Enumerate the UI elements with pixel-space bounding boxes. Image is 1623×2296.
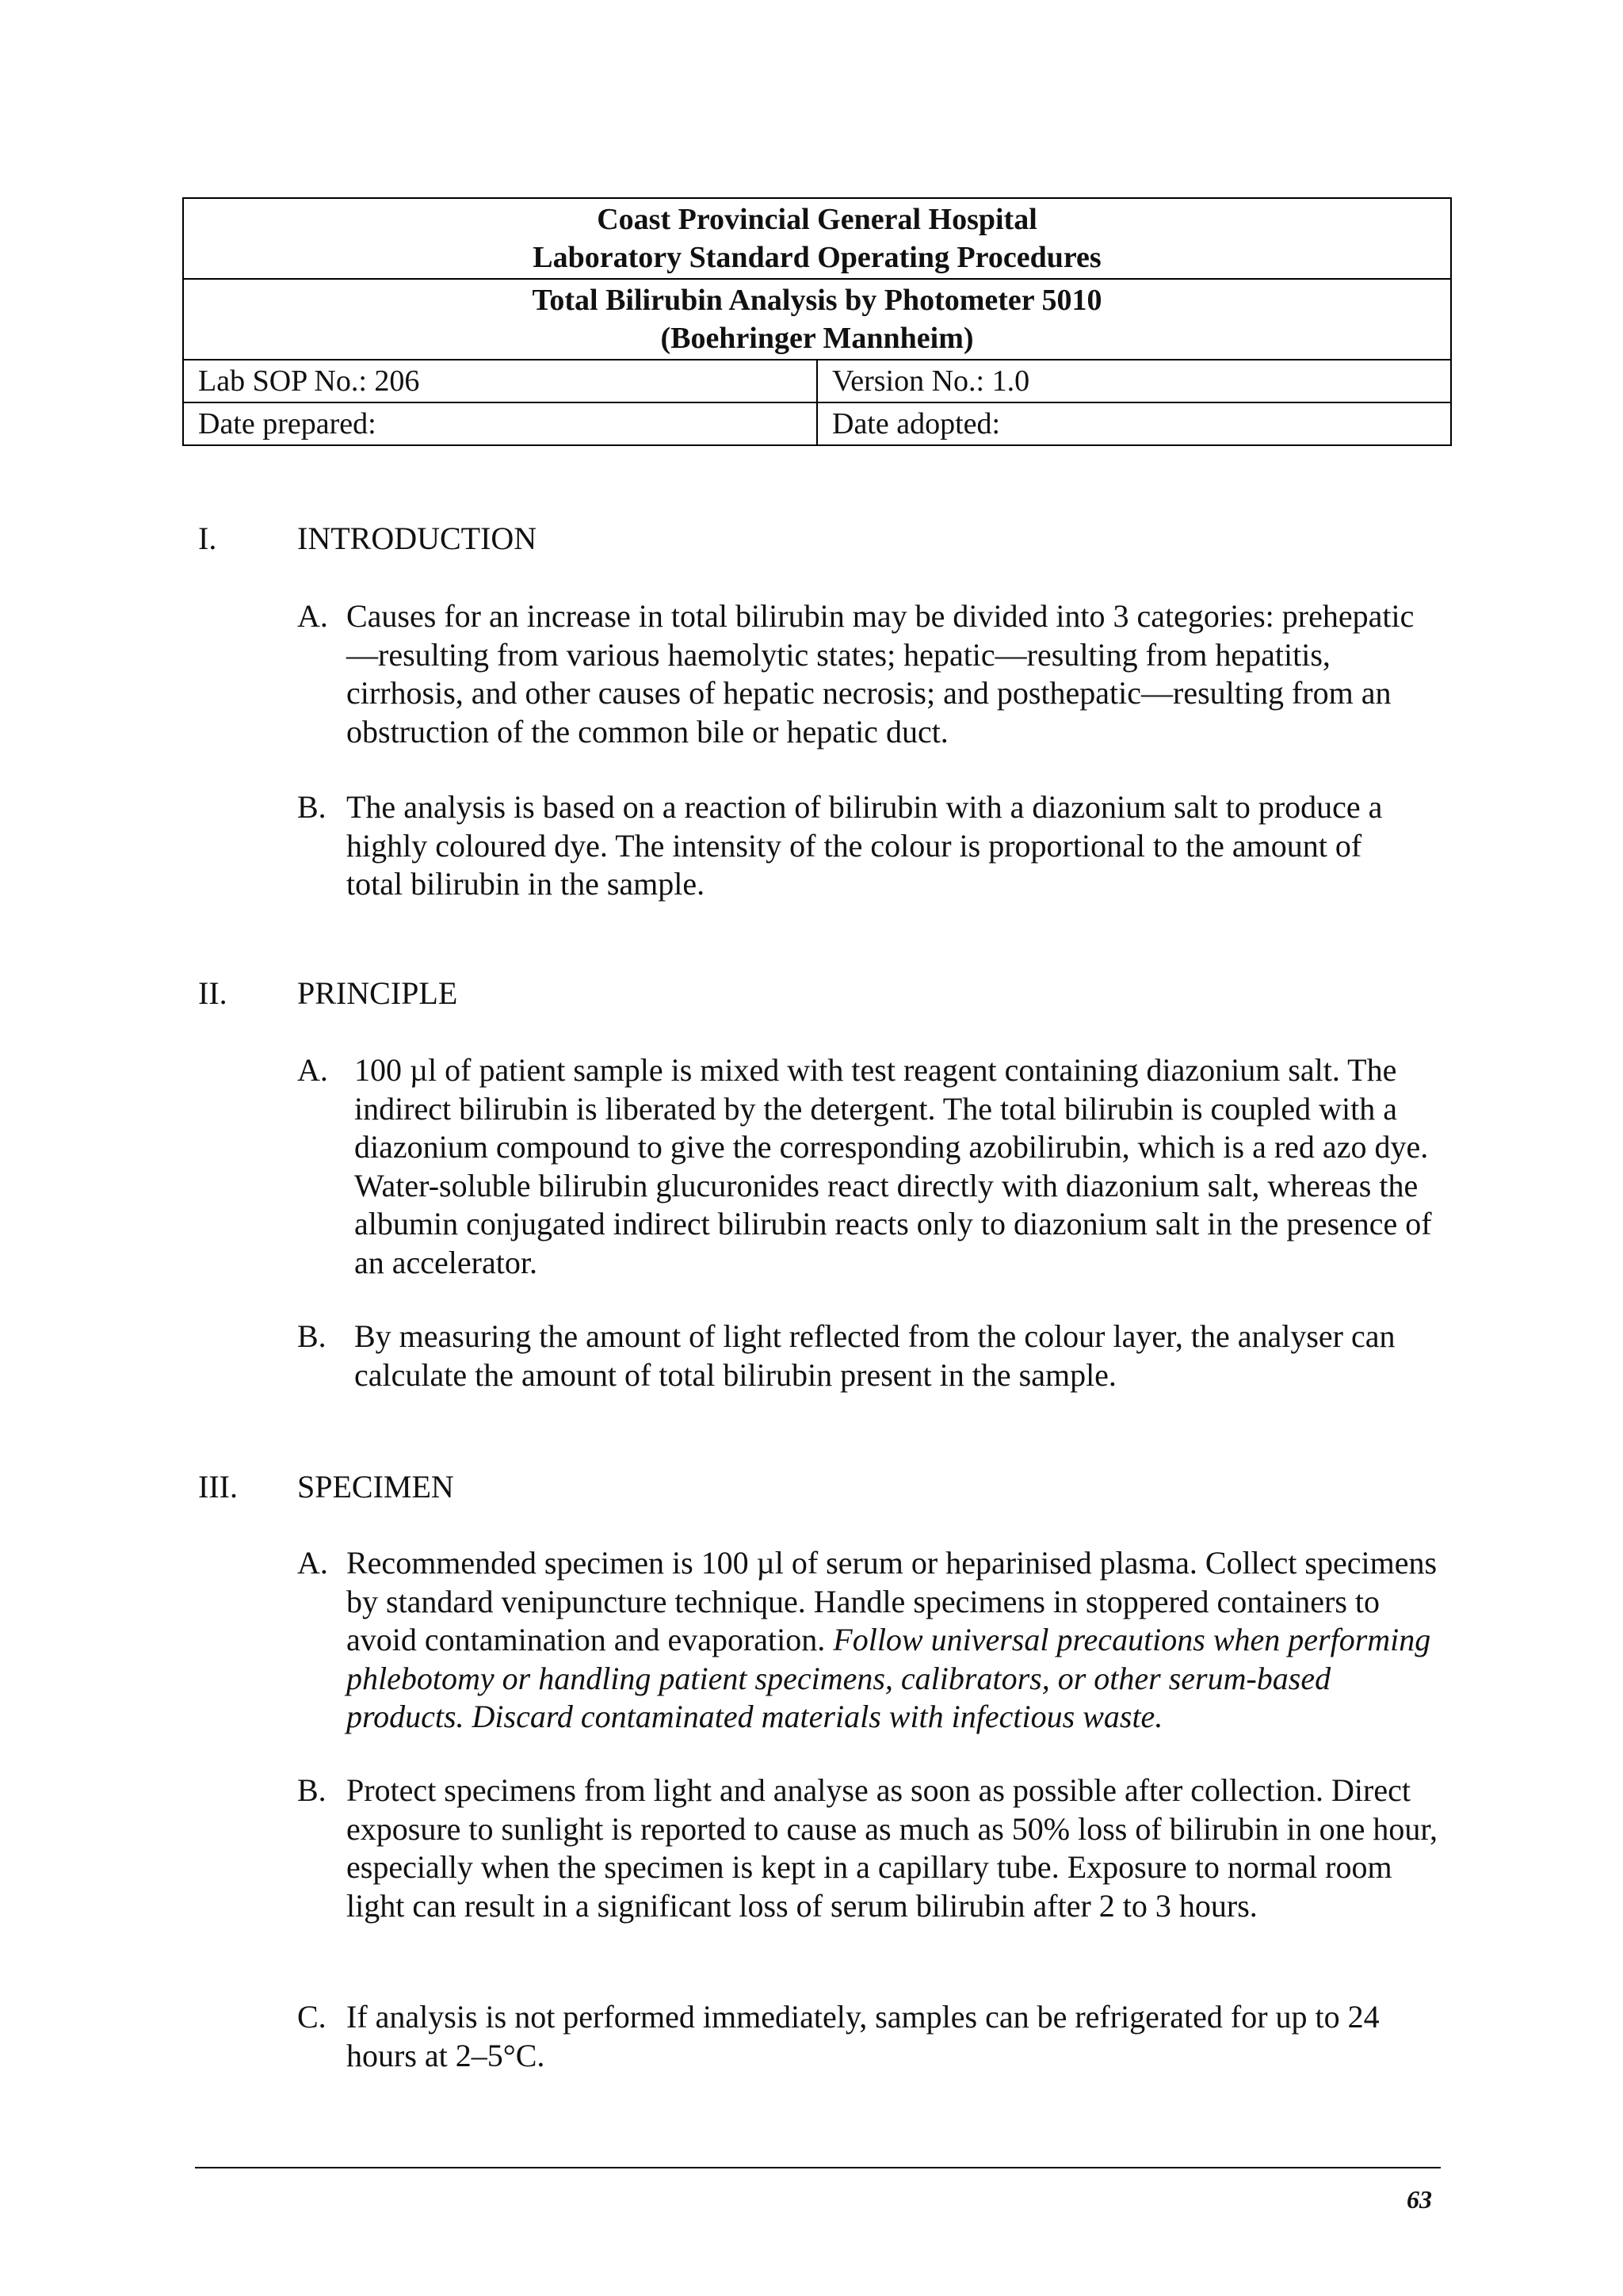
sop-subtitle: Laboratory Standard Operating Procedures xyxy=(533,241,1102,274)
item-label: B. xyxy=(297,1772,327,1808)
item-text-italic: Follow universal precautions when performing phlebotomy or handling patient specimens, calibrators, or other serum-based products. Discard contaminated materials with infectious waste. xyxy=(346,1622,1431,1734)
section-numeral: II. xyxy=(198,975,227,1011)
item-text: If analysis is not performed immediately, samples can be refrigerated for up to 24 hours at 2–5°C. xyxy=(346,1999,1380,2073)
hospital-title-cell xyxy=(183,198,1451,279)
date-adopted: Date adopted: xyxy=(817,402,1451,445)
item-text: 100 µl of patient sample is mixed with test reagent containing diazonium salt. The indirect bilirubin is liberated by the detergent. The total bilirubin is coupled with a diazonium compound to give the corresponding azobilirubin, which is a red azo dye. Water-soluble bilirubin glucuronides react directly with diazonium salt, whereas the albumin conjugated indirect bilirubin reacts only to diazonium salt in the presence of an accelerator. xyxy=(354,1052,1432,1280)
section-heading-introduction xyxy=(198,520,537,558)
item-label: A. xyxy=(297,1052,328,1088)
item-label: A. xyxy=(297,598,328,634)
section-heading-specimen xyxy=(198,1468,454,1506)
procedure-title-cell xyxy=(183,279,1451,360)
specimen-item-c xyxy=(297,1998,1438,2075)
section-title: INTRODUCTION xyxy=(297,521,537,556)
intro-item-a xyxy=(297,597,1423,751)
item-label: A. xyxy=(297,1545,328,1581)
item-text: Protect specimens from light and analyse as soon as possible after collection. Direct exposure to sunlight is reported to cause as much as 50% loss of bilirubin in one hour, especially when the specimen is kept in a capillary tube. Exposure to normal room light can result in a significant loss of serum bilirubin after 2 to 3 hours. xyxy=(346,1772,1438,1924)
procedure-title: Total Bilirubin Analysis by Photometer 5010 xyxy=(532,284,1102,317)
section-title: PRINCIPLE xyxy=(297,975,458,1011)
item-label: B. xyxy=(297,789,327,825)
intro-item-b xyxy=(297,788,1423,904)
specimen-item-b xyxy=(297,1772,1438,1925)
section-numeral: III. xyxy=(198,1469,238,1505)
sop-number: Lab SOP No.: 206 xyxy=(183,360,817,402)
manufacturer: (Boehringer Mannheim) xyxy=(660,322,974,355)
specimen-item-a xyxy=(297,1544,1438,1737)
section-numeral: I. xyxy=(198,521,217,556)
item-label: C. xyxy=(297,1999,327,2035)
item-text: By measuring the amount of light reflected from the colour layer, the analyser can calculate the amount of total bilirubin present in the sample. xyxy=(354,1318,1396,1393)
section-heading-principle xyxy=(198,974,457,1013)
principle-item-b xyxy=(297,1318,1438,1394)
item-text xyxy=(297,1544,1438,1737)
item-label: B. xyxy=(297,1318,327,1354)
item-text: The analysis is based on a reaction of bilirubin with a diazonium salt to produce a highly coloured dye. The intensity of the colour is proportional to the amount of total bilirubin in the sample. xyxy=(346,789,1383,902)
item-text: Causes for an increase in total bilirubin may be divided into 3 categories: prehepatic—resulting from various haemolytic states; hepatic—resulting from hepatitis, cirrhosis, and other causes of hepatic necrosis; and posthepatic—resulting from an obstruction of the common bile or hepatic duct. xyxy=(346,598,1415,749)
principle-item-a xyxy=(297,1051,1438,1282)
version-number: Version No.: 1.0 xyxy=(817,360,1451,402)
section-title: SPECIMEN xyxy=(297,1469,454,1505)
footer-divider xyxy=(195,2167,1441,2168)
hospital-name: Coast Provincial General Hospital xyxy=(597,203,1037,236)
date-prepared: Date prepared: xyxy=(183,402,817,445)
page-number: 63 xyxy=(1407,2185,1432,2214)
sop-header-table xyxy=(182,197,1452,446)
item-text-regular: Recommended specimen is 100 µl of serum or heparinised plasma. Collect specimens by standard venipuncture technique. Handle specimens in stoppered containers to avoid contamination and evaporation. xyxy=(346,1545,1438,1657)
